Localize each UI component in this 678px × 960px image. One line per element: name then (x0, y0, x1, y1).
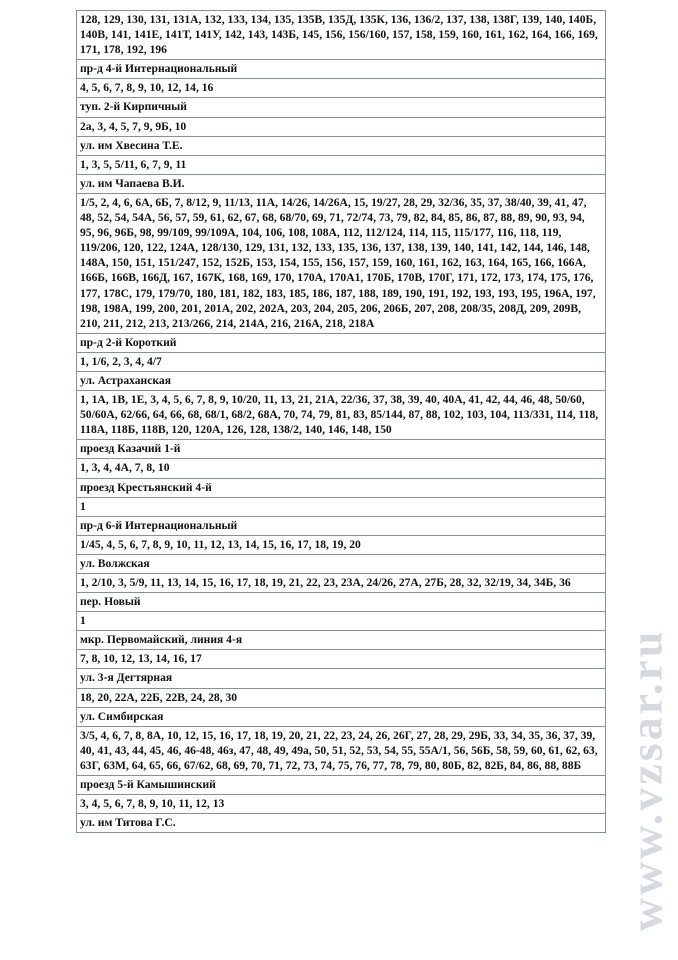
street-row (77, 478, 606, 497)
street-name-cell: ул. Астраханская (77, 371, 606, 390)
street-row (77, 707, 606, 726)
street-row (77, 516, 606, 535)
house-numbers-row (77, 574, 606, 593)
street-name-cell: ул. Волжская (77, 554, 606, 573)
house-numbers-cell: 2а, 3, 4, 5, 7, 9, 9Б, 10 (77, 117, 606, 136)
house-numbers-cell: 1, 2/10, 3, 5/9, 11, 13, 14, 15, 16, 17, 18, 19, 21, 22, 23, 23А, 24/26, 27А, 27Б, 28, 32, 32/19, 34, 34Б, 36 (77, 574, 606, 593)
street-name-cell: ул. 3-я Дегтярная (77, 669, 606, 688)
house-numbers-cell: 4, 5, 6, 7, 8, 9, 10, 12, 14, 16 (77, 79, 606, 98)
house-numbers-cell: 1/45, 4, 5, 6, 7, 8, 9, 10, 11, 12, 13, 14, 15, 16, 17, 18, 19, 20 (77, 535, 606, 554)
house-numbers-cell: 3, 4, 5, 6, 7, 8, 9, 10, 11, 12, 13 (77, 795, 606, 814)
street-row (77, 333, 606, 352)
street-row (77, 631, 606, 650)
street-name-cell: проезд 5-й Камышинский (77, 776, 606, 795)
house-numbers-cell: 1 (77, 612, 606, 631)
house-numbers-row (77, 650, 606, 669)
street-row (77, 136, 606, 155)
house-numbers-row (77, 352, 606, 371)
street-name-cell: пр-д 6-й Интернациональный (77, 516, 606, 535)
address-table (76, 10, 606, 833)
house-numbers-cell: 1 (77, 497, 606, 516)
house-numbers-row (77, 193, 606, 333)
street-name-cell: ул. им Хвесина Т.Е. (77, 136, 606, 155)
house-numbers-cell: 1, 1А, 1В, 1Е, 3, 4, 5, 6, 7, 8, 9, 10/20, 11, 13, 21, 21А, 22/36, 37, 38, 39, 40, 40А, 41, 42, 44, 46, 48, 50/60, 50/60А, 62/66, 64, 66, 68, 68/1, 68/2, 68А, 70, 74, 79, 81, 83, 85/144, 87, 88, 102, 103, 104, 113/331, 114, 118, 118А, 118Б, 118В, 120, 120А, 126, 128, 138/2, 140, 146, 148, 150 (77, 391, 606, 440)
street-name-cell: проезд Крестьянский 4-й (77, 478, 606, 497)
street-row (77, 98, 606, 117)
house-numbers-row (77, 117, 606, 136)
house-numbers-row (77, 497, 606, 516)
street-row (77, 174, 606, 193)
house-numbers-cell: 7, 8, 10, 12, 13, 14, 16, 17 (77, 650, 606, 669)
street-name-cell: мкр. Первомайский, линия 4-я (77, 631, 606, 650)
street-row (77, 371, 606, 390)
house-numbers-cell: 3/5, 4, 6, 7, 8, 8А, 10, 12, 15, 16, 17, 18, 19, 20, 21, 22, 23, 24, 26, 26Г, 27, 28, 29, 29Б, 33, 34, 35, 36, 37, 39, 40, 41, 43, 44, 45, 46, 46-48, 46з, 47, 48, 49, 49а, 50, 51, 52, 53, 54, 55, 55А/1, 56, 56Б, 58, 59, 60, 61, 62, 63, 63Г, 63М, 64, 65, 66, 67/62, 68, 69, 70, 71, 72, 73, 74, 75, 76, 77, 78, 79, 80, 80Б, 82, 82Б, 84, 86, 88, 88Б (77, 726, 606, 775)
site-watermark (618, 610, 674, 950)
street-name-cell: туп. 2-й Кирпичный (77, 98, 606, 117)
house-numbers-row (77, 459, 606, 478)
street-row (77, 60, 606, 79)
house-numbers-cell: 128, 129, 130, 131, 131А, 132, 133, 134, 135, 135В, 135Д, 135К, 136, 136/2, 137, 138, 138Г, 139, 140, 140Б, 140В, 141, 141Е, 141Т, 141У, 142, 143, 143Б, 145, 156, 156/160, 157, 158, 159, 160, 161, 162, 164, 166, 169, 171, 178, 192, 196 (77, 11, 606, 60)
street-name-cell: ул. им Чапаева В.И. (77, 174, 606, 193)
street-name-cell: пр-д 2-й Короткий (77, 333, 606, 352)
house-numbers-row (77, 391, 606, 440)
house-numbers-row (77, 726, 606, 775)
street-name-cell: пр-д 4-й Интернациональный (77, 60, 606, 79)
house-numbers-cell: 1, 3, 4, 4А, 7, 8, 10 (77, 459, 606, 478)
house-numbers-row (77, 795, 606, 814)
house-numbers-cell: 18, 20, 22А, 22Б, 22В, 24, 28, 30 (77, 688, 606, 707)
street-row (77, 554, 606, 573)
house-numbers-row (77, 688, 606, 707)
street-name-cell: ул. им Титова Г.С. (77, 814, 606, 833)
house-numbers-cell: 1, 3, 5, 5/11, 6, 7, 9, 11 (77, 155, 606, 174)
house-numbers-row (77, 155, 606, 174)
house-numbers-cell: 1/5, 2, 4, 6, 6А, 6Б, 7, 8/12, 9, 11/13, 11А, 14/26, 14/26А, 15, 19/27, 28, 29, 32/36, 35, 37, 38/40, 39, 41, 47, 48, 52, 54, 54А, 56, 57, 59, 61, 62, 67, 68, 68/70, 69, 71, 72/74, 73, 79, 82, 84, 85, 86, 87, 88, 89, 90, 93, 94, 95, 96, 96Б, 98, 99/109, 99/109А, 104, 106, 108, 108А, 112, 112/124, 114, 115, 115/177, 116, 118, 119, 119/206, 120, 122, 124А, 128/130, 129, 131, 132, 133, 135, 136, 137, 138, 139, 140, 141, 142, 144, 146, 148, 148А, 150, 151, 151/247, 152, 152Б, 153, 154, 155, 156, 157, 159, 160, 161, 162, 163, 164, 165, 166, 166А, 166Б, 166В, 166Д, 167, 167К, 168, 169, 170, 170А, 170А1, 170Б, 170В, 170Г, 171, 172, 173, 174, 175, 176, 177, 178С, 179, 179/70, 180, 181, 182, 183, 185, 186, 187, 188, 189, 190, 191, 192, 193, 193, 195, 196А, 197, 198, 198А, 199, 200, 201, 201А, 202, 202А, 203, 204, 205, 206, 206Б, 207, 208, 208/35, 208Д, 209, 209В, 210, 211, 212, 213, 213/266, 214, 214А, 216, 216А, 218, 218А (77, 193, 606, 333)
street-row (77, 669, 606, 688)
street-row (77, 593, 606, 612)
house-numbers-row (77, 11, 606, 60)
watermark-text: www.vzsar.ru (620, 628, 672, 932)
house-numbers-cell: 1, 1/6, 2, 3, 4, 4/7 (77, 352, 606, 371)
house-numbers-row (77, 79, 606, 98)
house-numbers-row (77, 612, 606, 631)
street-name-cell: ул. Симбирская (77, 707, 606, 726)
street-row (77, 776, 606, 795)
street-name-cell: пер. Новый (77, 593, 606, 612)
street-row (77, 814, 606, 833)
street-name-cell: проезд Казачий 1-й (77, 440, 606, 459)
address-table-body (77, 11, 606, 833)
house-numbers-row (77, 535, 606, 554)
street-row (77, 440, 606, 459)
